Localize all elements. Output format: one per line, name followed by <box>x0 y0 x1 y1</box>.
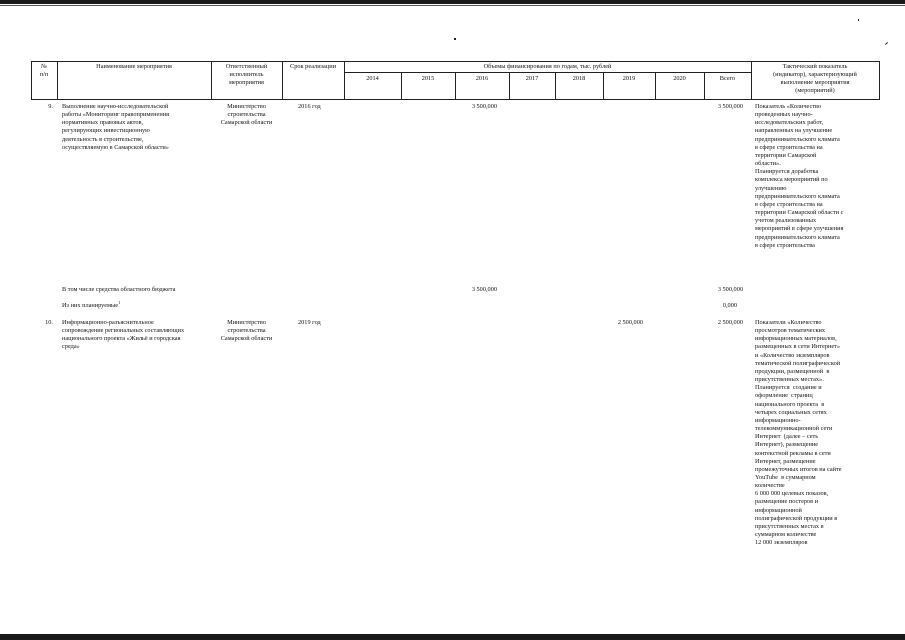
scan-speck <box>885 42 888 45</box>
row9-period: 2016 год <box>298 103 321 110</box>
header-year-2017: 2017 <box>525 75 539 82</box>
row10-total: 2 500,000 <box>717 319 743 326</box>
header-year-2016: 2016 <box>475 75 489 82</box>
row9-total: 3 500,000 <box>717 103 743 110</box>
row10-indicator: Показатели «Количество просмотров тематических информационных материалов, размещенных в сети Интернет» и «Количество экземпляров тематической полиграфической продукции, размещенной в присутственных местах». Планируется создание и оформление страниц национального проекта в четырех социальных сетях информационно- телекоммуникационной сети Интернет (далее – сеть Интернет), размещение контекстной рекламы в сети Интернет, размещение промежуточных итогов на сайте YouTube в суммарном количестве 6 000 000 целевых показов, размещение постеров и информационной полиграфической продукции в присутственных местах в суммарном количестве 12 000 экземпляров <box>755 319 842 547</box>
scan-top-border-inner <box>0 5 905 6</box>
row9-name: Выполнение научно-исследовательской работы «Мониторинг правоприменения нормативных правовых актов, регулирующих инвестиционную деятельность в строительстве, осуществляемую в Самарской области» <box>62 103 169 151</box>
header-year-2015: 2015 <box>421 75 435 82</box>
header-year-2020: 2020 <box>673 75 686 82</box>
row9-indicator: Показатель «Количество проведенных научно- исследовательских работ, направленных на улучшение предпринимательского климата в сфере строительства на территории Самарской области». Планируется доработка комплекса мероприятий по улучшению предпринимательского климата в сфере строительства на территории Самарской области с учетом реализованных мероприятий в сфере улучшения предпринимательского климата в сфере строительства <box>755 103 844 249</box>
header-name: Наименование мероприятия <box>96 63 172 70</box>
scan-speck <box>858 19 859 21</box>
header-responsible: Ответственный исполнитель мероприятия <box>225 63 268 87</box>
years-divider-line <box>344 72 751 73</box>
row9-responsible: Министерство строительства Самарской области <box>220 103 273 127</box>
regional-budget-2016: 3 500,000 <box>471 286 497 293</box>
header-year-2014: 2014 <box>366 75 379 82</box>
scan-speck <box>454 38 456 40</box>
header-indicator: Тактический показатель (индикатор), характеризующий выполнение мероприятия (мероприятий) <box>773 63 857 95</box>
row10-num: 10. <box>45 319 53 326</box>
row10-period: 2019 год <box>298 319 321 326</box>
row9-2016: 3 500,000 <box>471 103 497 110</box>
scan-top-border <box>0 0 905 4</box>
row9-num: 9. <box>48 103 53 110</box>
header-year-2019: 2019 <box>622 75 636 82</box>
row10-responsible: Министерство строительства Самарской области <box>220 319 273 343</box>
regional-budget-total: 3 500,000 <box>717 286 743 293</box>
header-num: № п/п <box>39 63 49 79</box>
row10-2019: 2 500,000 <box>617 319 643 326</box>
header-funding: Объемы финансирования по годам, тыс. рублей <box>483 63 612 70</box>
header-year-2018: 2018 <box>572 75 586 82</box>
row10-name: Информационно-разъяснительное сопровождение региональных составляющих национального проекта «Жильё и городская среда» <box>62 319 185 351</box>
scan-bottom-border <box>0 634 905 640</box>
planned-total: 0,000 <box>722 302 737 309</box>
header-total: Всего <box>719 75 736 82</box>
col-line <box>879 61 880 100</box>
regional-budget-label: В том числе средства областного бюджета <box>62 286 176 293</box>
planned-label: Из них планируемые$^1$ <box>62 299 121 309</box>
header-period: Срок реализации <box>290 63 336 70</box>
